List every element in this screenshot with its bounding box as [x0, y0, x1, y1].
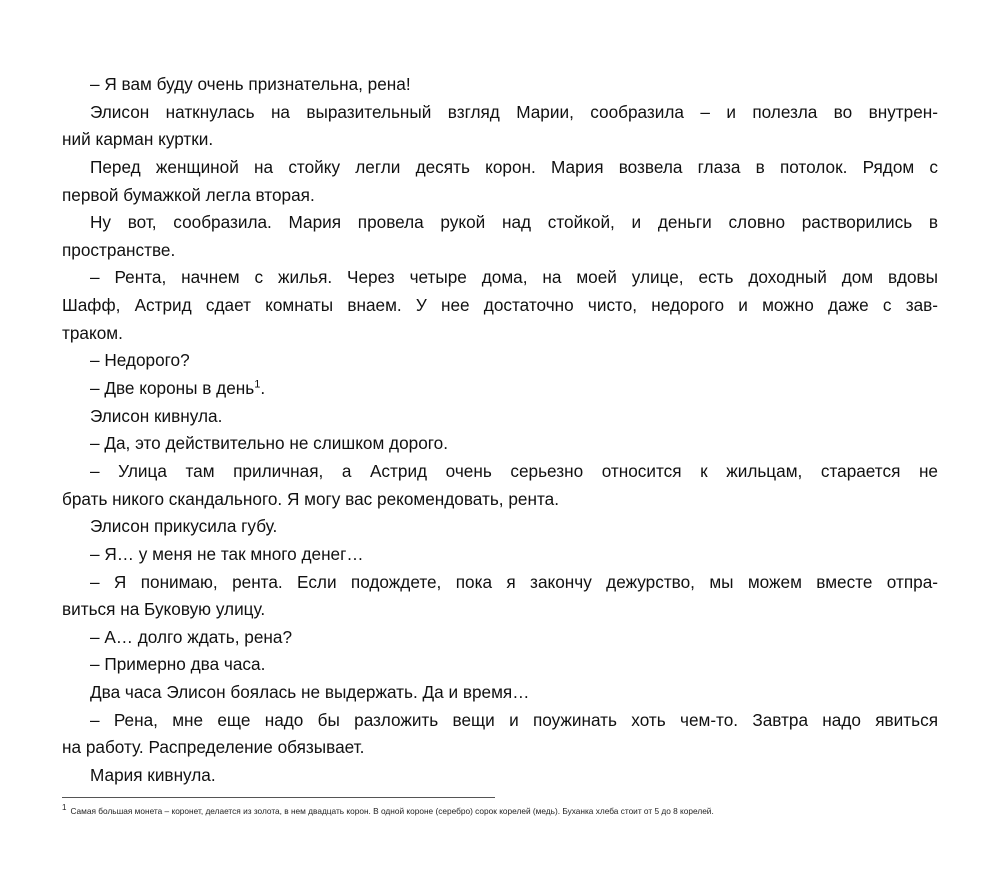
- text-line: Мария кивнула.: [90, 765, 216, 786]
- text-line: Элисон прикусила губу.: [90, 516, 278, 537]
- paragraph: [62, 403, 938, 431]
- text-line: Ну вот, сообразила. Мария провела рукой над стойкой, и деньги словно растворились в: [90, 212, 938, 233]
- paragraph: [62, 458, 938, 513]
- text-line: Шафф, Астрид сдает комнаты внаем. У нее достаточно чисто, недорого и можно даже с зав-: [62, 295, 938, 316]
- text-line: – Рена, мне еще надо бы разложить вещи и поужинать хоть чем-то. Завтра надо явиться: [90, 709, 938, 730]
- paragraph: [62, 375, 938, 403]
- text-line: – А… долго ждать, рена?: [90, 626, 293, 647]
- text-line: ний карман куртки.: [62, 129, 214, 150]
- text-line: – Я вам буду очень признательна, рена!: [90, 74, 411, 94]
- paragraph: [62, 541, 938, 569]
- text-line: Перед женщиной на стойку легли десять корон. Мария возвела глаза в потолок. Рядом с: [90, 156, 938, 177]
- footnote-separator: [62, 797, 495, 798]
- text-line: Элисон кивнула.: [90, 405, 223, 426]
- text-line: – Две короны в день$^1$.: [90, 378, 266, 399]
- paragraph: [62, 707, 938, 762]
- text-line: брать никого скандального. Я могу вас рекомендовать, рента.: [62, 488, 559, 509]
- text-line: – Да, это действительно не слишком дорого.: [90, 433, 448, 454]
- paragraph: [62, 569, 938, 624]
- paragraph: [62, 430, 938, 458]
- text-line: Элисон наткнулась на выразительный взгляд Марии, сообразила – и полезла во внутрен-: [90, 101, 938, 122]
- text-line: – Рента, начнем с жилья. Через четыре дома, на моей улице, есть доходный дом вдовы: [90, 267, 938, 288]
- text-line: – Я… у меня не так много денег…: [90, 543, 364, 564]
- text-line: Два часа Элисон боялась не выдержать. Да и время…: [90, 682, 530, 703]
- text-line: – Я понимаю, рента. Если подождете, пока я закончу дежурство, мы можем вместе отпра-: [90, 571, 938, 592]
- paragraph: [62, 651, 938, 679]
- paragraph: [62, 264, 938, 347]
- text-line: – Улица там приличная, а Астрид очень серьезно относится к жильцам, старается не: [90, 460, 938, 481]
- text-line: траком.: [62, 322, 123, 343]
- text-line: виться на Буковую улицу.: [62, 599, 266, 620]
- text-line: пространстве.: [62, 239, 176, 260]
- paragraph: [62, 154, 938, 209]
- paragraph: [62, 762, 938, 790]
- footnote-text: Самая большая монета – коронет, делается из золота, в нем двадцать корон. В одной короне (серебро) сорок корелей (медь). Буханка хлеба стоит от 5 до 8 корелей.: [70, 806, 714, 816]
- text-line: первой бумажкой легла вторая.: [62, 184, 315, 205]
- footnote-reference[interactable]: 1: [254, 378, 261, 391]
- paragraph: [62, 347, 938, 375]
- body-text: [62, 71, 938, 790]
- footnote: [62, 803, 714, 816]
- paragraph: [62, 624, 938, 652]
- text-line: на работу. Распределение обязывает.: [62, 737, 365, 758]
- paragraph: [62, 513, 938, 541]
- paragraph: [62, 679, 938, 707]
- text-line: – Примерно два часа.: [90, 654, 266, 675]
- footnote-mark: 1: [62, 803, 67, 813]
- paragraph: [62, 99, 938, 154]
- text-line: – Недорого?: [90, 350, 190, 371]
- paragraph: [62, 71, 938, 99]
- paragraph: [62, 209, 938, 264]
